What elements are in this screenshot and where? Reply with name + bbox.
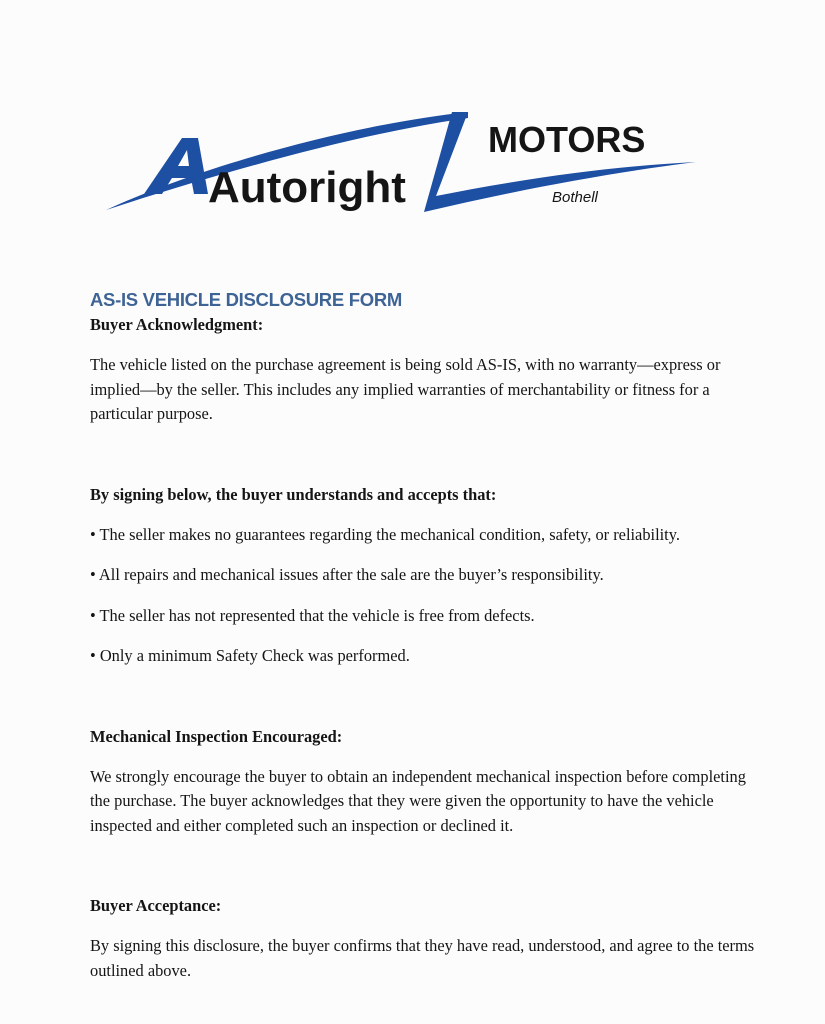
logo-motors: MOTORS — [488, 119, 646, 160]
signing-terms-heading: By signing below, the buyer understands and accepts that: — [90, 484, 497, 504]
logo-location: Bothell — [552, 189, 598, 206]
logo-motors-text — [488, 119, 645, 160]
logo-location-text — [552, 189, 599, 206]
company-logo — [96, 104, 706, 224]
list-item: • The seller has not represented that the vehicle is free from defects. — [90, 605, 535, 625]
list-item: • All repairs and mechanical issues after the sale are the buyer’s responsibility. — [90, 565, 604, 584]
list-item: • The seller makes no guarantees regarding the mechanical condition, safety, or reliability. — [90, 524, 680, 544]
list-item: • Only a minimum Safety Check was performed. — [90, 646, 410, 665]
disclosure-form — [90, 287, 770, 983]
buyer-acceptance-heading: Buyer Acceptance: — [90, 896, 222, 915]
autoright-motors-logo — [96, 104, 706, 224]
buyer-acknowledgment-body: The vehicle listed on the purchase agreement is being sold AS-IS, with no warranty—express or implied—by the seller. This includes any implied warranties of merchantability or fitness for a particular purpose. — [90, 355, 721, 423]
inspection-heading: Mechanical Inspection Encouraged: — [90, 726, 343, 746]
buyer-acknowledgment-heading: Buyer Acknowledgment: — [90, 315, 264, 334]
signing-terms-list — [90, 523, 770, 669]
buyer-acceptance-body: By signing this disclosure, the buyer confirms that they have read, understood, and agree to the terms outlined above. — [90, 936, 755, 980]
inspection-body: We strongly encourage the buyer to obtain an independent mechanical inspection before completing the purchase. The buyer acknowledges that they were given the opportunity to have the vehicle inspected and either completed such an inspection or declined it. — [90, 766, 746, 835]
logo-brand-text — [208, 163, 406, 212]
form-title: AS-IS VEHICLE DISCLOSURE FORM — [90, 289, 402, 310]
logo-brand: Autoright — [208, 163, 406, 212]
